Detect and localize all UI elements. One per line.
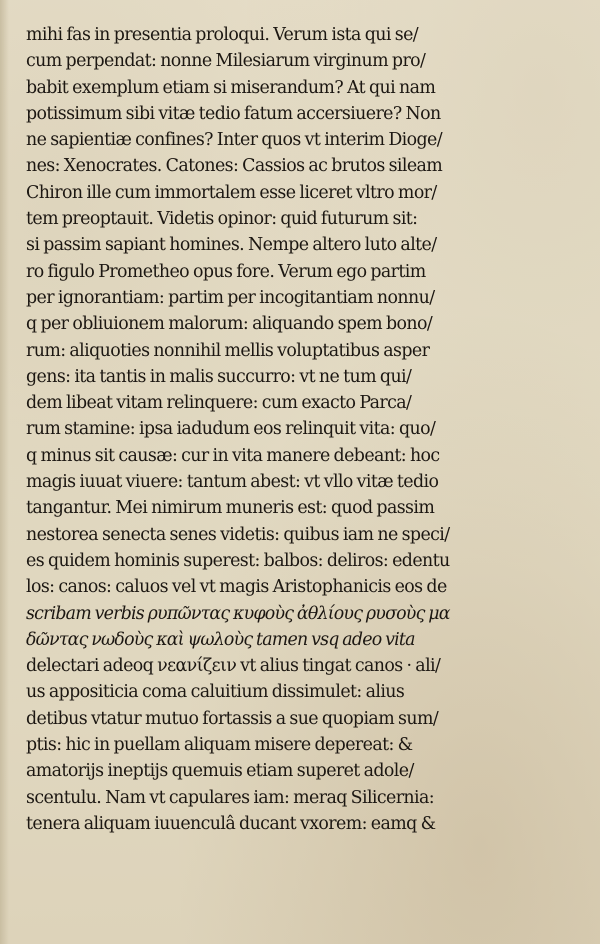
text-line: cum perpendat: nonne Milesiarum virginum pro/	[26, 51, 426, 72]
text-line: us appositicia coma caluitium dissimulet: alius	[26, 682, 405, 703]
text-line: si passim sapiant homines. Nempe altero luto alte/	[26, 235, 437, 256]
text-line: dem libeat vitam relinquere: cum exacto Parca/	[26, 393, 412, 414]
text-line: gens: ita tantis in malis succurro: vt ne tum qui/	[26, 366, 412, 387]
text-line: potissimum sibi vitæ tedio fatum accersiuere? Non	[26, 103, 441, 124]
text-line: per ignorantiam: partim per incogitantiam nonnu/	[26, 287, 435, 308]
text-line: q minus sit causæ: cur in vita manere debeant: hoc	[26, 445, 440, 466]
text-line: babit exemplum etiam si miserandum? At qui nam	[26, 77, 436, 98]
text-line: amatorijs ineptijs quemuis etiam superet adole/	[26, 761, 414, 782]
text-line: nestorea senecta senes videtis: quibus iam ne speci/	[26, 524, 450, 545]
text-line: ro figulo Prometheo opus fore. Verum ego partim	[26, 261, 426, 282]
text-line: q per obliuionem malorum: aliquando spem bono/	[26, 314, 433, 335]
text-line: rum: aliquoties nonnihil mellis voluptatibus asper	[26, 340, 430, 361]
text-line: ptis: hic in puellam aliquam misere depereat: &	[26, 735, 413, 756]
text-line: mihi fas in presentia proloqui. Verum ista qui se/	[26, 25, 419, 45]
text-line: tangantur. Mei nimirum muneris est: quod passim	[26, 498, 435, 519]
page-gutter	[0, 0, 9, 944]
text-line: magis iuuat viuere: tantum abest: vt vllo vitæ tedio	[26, 472, 439, 493]
text-line: rum stamine: ipsa iadudum eos relinquit vita: quo/	[26, 419, 436, 440]
text-line: es quidem hominis superest: balbos: deliros: edentu	[26, 550, 450, 571]
text-line-greek: scribam verbis ρυπῶντας κυφοὺς ἀθλίους ρυσοὺς μα	[26, 603, 450, 624]
text-line: delectari adeoq νεανίζειν vt alius tingat canos · ali/	[26, 656, 441, 677]
text-line: ne sapientiæ confines? Inter quos vt interim Dioge/	[26, 130, 442, 151]
text-line: nes: Xenocrates. Catones: Cassios ac brutos sileam	[26, 156, 443, 177]
text-line-greek: δῶντας νωδοὺς καὶ ψωλοὺς tamen vsq adeo vita	[26, 629, 415, 650]
text-block	[26, 22, 504, 837]
text-line: detibus vtatur mutuo fortassis a sue quopiam sum/	[26, 708, 439, 729]
text-line: Chiron ille cum immortalem esse liceret vltro mor/	[26, 182, 437, 203]
text-line: scentulu. Nam vt capulares iam: meraq Silicernia:	[26, 787, 435, 808]
text-line: los: canos: caluos vel vt magis Aristophanicis eos de	[26, 577, 447, 598]
text-line: tenera aliquam iuuenculâ ducant vxorem: eamq &	[26, 813, 436, 834]
text-line: tem preoptauit. Videtis opinor: quid futurum sit:	[26, 209, 418, 230]
